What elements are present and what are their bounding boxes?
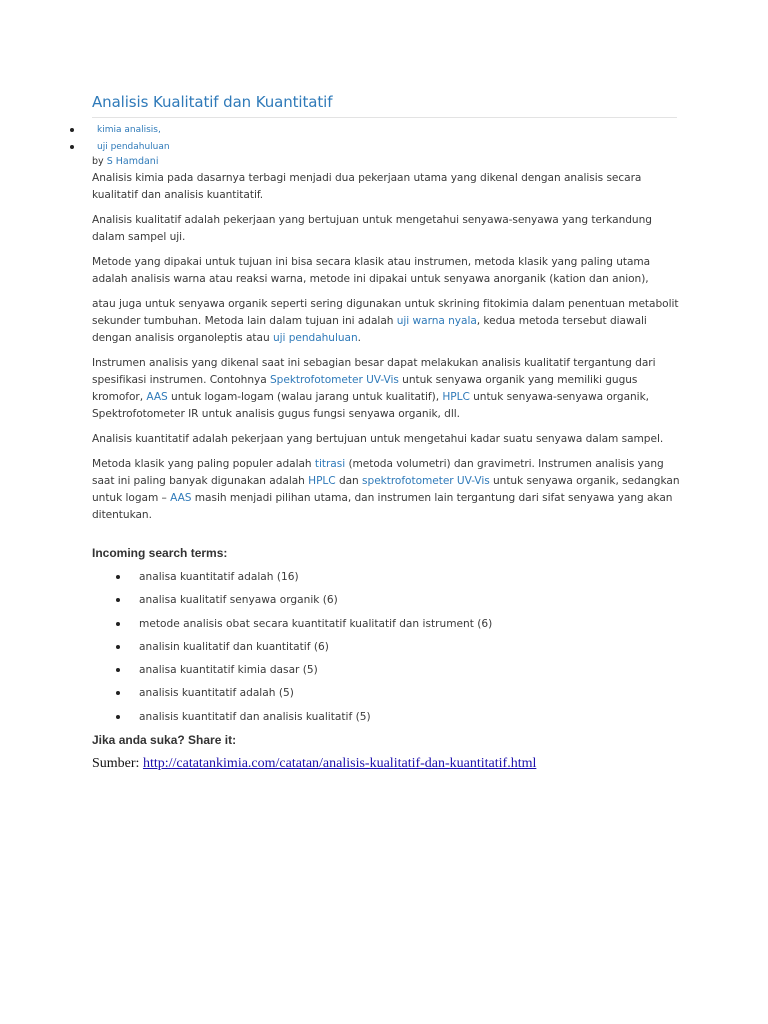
- paragraph: [92, 170, 682, 204]
- source-line: [92, 756, 536, 772]
- inline-link[interactable]: titrasi: [314, 458, 346, 470]
- paragraph-text: untuk logam-logam (walau jarang untuk kualitatif),: [167, 391, 443, 403]
- paragraph: [92, 431, 682, 448]
- paragraph-text: dan: [335, 475, 363, 487]
- paragraph-text: untuk senyawa organik, sedangkan untuk logam –: [92, 475, 680, 504]
- source-url-link[interactable]: http://catatankimia.com/catatan/analisis-kualitatif-dan-kuantitatif.html: [142, 756, 537, 771]
- share-heading: Jika anda suka? Share it:: [92, 733, 237, 747]
- search-terms-heading: Incoming search terms:: [92, 546, 228, 560]
- search-term-text: analisis kuantitatif adalah (5): [139, 687, 294, 700]
- inline-link[interactable]: HPLC: [442, 391, 470, 403]
- inline-link[interactable]: HPLC: [308, 475, 336, 487]
- source-label: Sumber:: [92, 756, 140, 771]
- inline-link[interactable]: AAS: [146, 391, 168, 403]
- search-term-text: analisis kuantitatif dan analisis kualitatif (5): [139, 710, 371, 723]
- article-title: Analisis Kualitatif dan Kuantitatif: [92, 93, 333, 111]
- search-term-text: metode analisis obat secara kuantitatif kualitatif dan istrument (6): [139, 617, 493, 630]
- paragraph: [92, 212, 682, 246]
- paragraph: [92, 355, 682, 423]
- paragraph-text: Analisis kualitatif adalah pekerjaan yang bertujuan untuk mengetahui senyawa-senyawa yang terkandung dalam sampel uji.: [92, 214, 652, 243]
- search-term-text: analisa kuantitatif adalah (16): [139, 571, 299, 583]
- paragraph-text: untuk senyawa-senyawa organik, Spektrofotometer IR untuk analisis gugus fungsi senyawa organik, dll.: [92, 391, 649, 420]
- paragraph-text: , kedua metoda tersebut diawali dengan analisis organoleptis atau: [92, 315, 647, 344]
- paragraph: [92, 296, 682, 347]
- paragraph-text: untuk senyawa organik yang memiliki gugus kromofor,: [92, 374, 638, 403]
- bullet-icon: [116, 575, 120, 579]
- bullet-icon: [116, 645, 120, 649]
- bullet-icon: [70, 145, 74, 149]
- article-body: [92, 170, 682, 532]
- search-term-text: analisin kualitatif dan kuantitatif (6): [139, 640, 329, 653]
- inline-link[interactable]: uji warna nyala: [396, 315, 477, 327]
- paragraph: [92, 456, 682, 524]
- title-divider: [92, 117, 677, 118]
- paragraph-text: masih menjadi pilihan utama, dan instrumen lain tergantung dari sifat senyawa yang akan ditentukan.: [92, 492, 673, 521]
- inline-link[interactable]: Spektrofotometer UV-Vis: [270, 374, 399, 386]
- bullet-icon: [116, 715, 120, 719]
- bullet-icon: [116, 598, 120, 602]
- paragraph: [92, 254, 682, 288]
- paragraph-text: Analisis kuantitatif adalah pekerjaan yang bertujuan untuk mengetahui kadar suatu senyawa dalam sampel.: [92, 433, 664, 445]
- paragraph-text: .: [357, 332, 361, 344]
- byline: [92, 155, 158, 169]
- paragraph-text: atau juga untuk senyawa organik seperti sering digunakan untuk skrining fitokimia dalam penentuan metabolit sekunder tumbuhan. Metoda lain dalam tujuan ini adalah: [92, 298, 679, 327]
- search-term-text: analisa kuantitatif kimia dasar (5): [139, 664, 318, 677]
- paragraph-text: Metode yang dipakai untuk tujuan ini bisa secara klasik atau instrumen, metoda klasik yang paling utama adalah analisis warna atau reaksi warna, metode ini dipakai untuk senyawa anorganik (kation dan anion),: [92, 256, 651, 285]
- byline-prefix: by: [92, 156, 104, 167]
- inline-link[interactable]: spektrofotometer UV-Vis: [362, 475, 490, 487]
- inline-link[interactable]: uji pendahuluan: [272, 332, 358, 344]
- paragraph-text: Analisis kimia pada dasarnya terbagi menjadi dua pekerjaan utama yang dikenal dengan analisis secara kualitatif dan analisis kuantitatif.: [92, 172, 642, 201]
- author-link[interactable]: S Hamdani: [106, 156, 159, 167]
- paragraph-text: Instrumen analisis yang dikenal saat ini sebagian besar dapat melakukan analisis kualitatif tergantung dari spesifikasi instrumen. Contohnya: [92, 357, 656, 386]
- tag-link-kimia-analisis[interactable]: kimia analisis,: [97, 125, 161, 135]
- bullet-icon: [116, 622, 120, 626]
- bullet-icon: [70, 128, 74, 132]
- bullet-icon: [116, 691, 120, 695]
- search-term-text: analisa kualitatif senyawa organik (6): [139, 594, 338, 607]
- inline-link[interactable]: AAS: [170, 492, 192, 504]
- paragraph-text: Metoda klasik yang paling populer adalah: [92, 458, 315, 470]
- paragraph-text: (metoda volumetri) dan gravimetri. Instrumen analisis yang saat ini paling banyak digunakan adalah: [92, 458, 664, 487]
- bullet-icon: [116, 668, 120, 672]
- tag-link-uji-pendahuluan[interactable]: uji pendahuluan: [97, 142, 170, 152]
